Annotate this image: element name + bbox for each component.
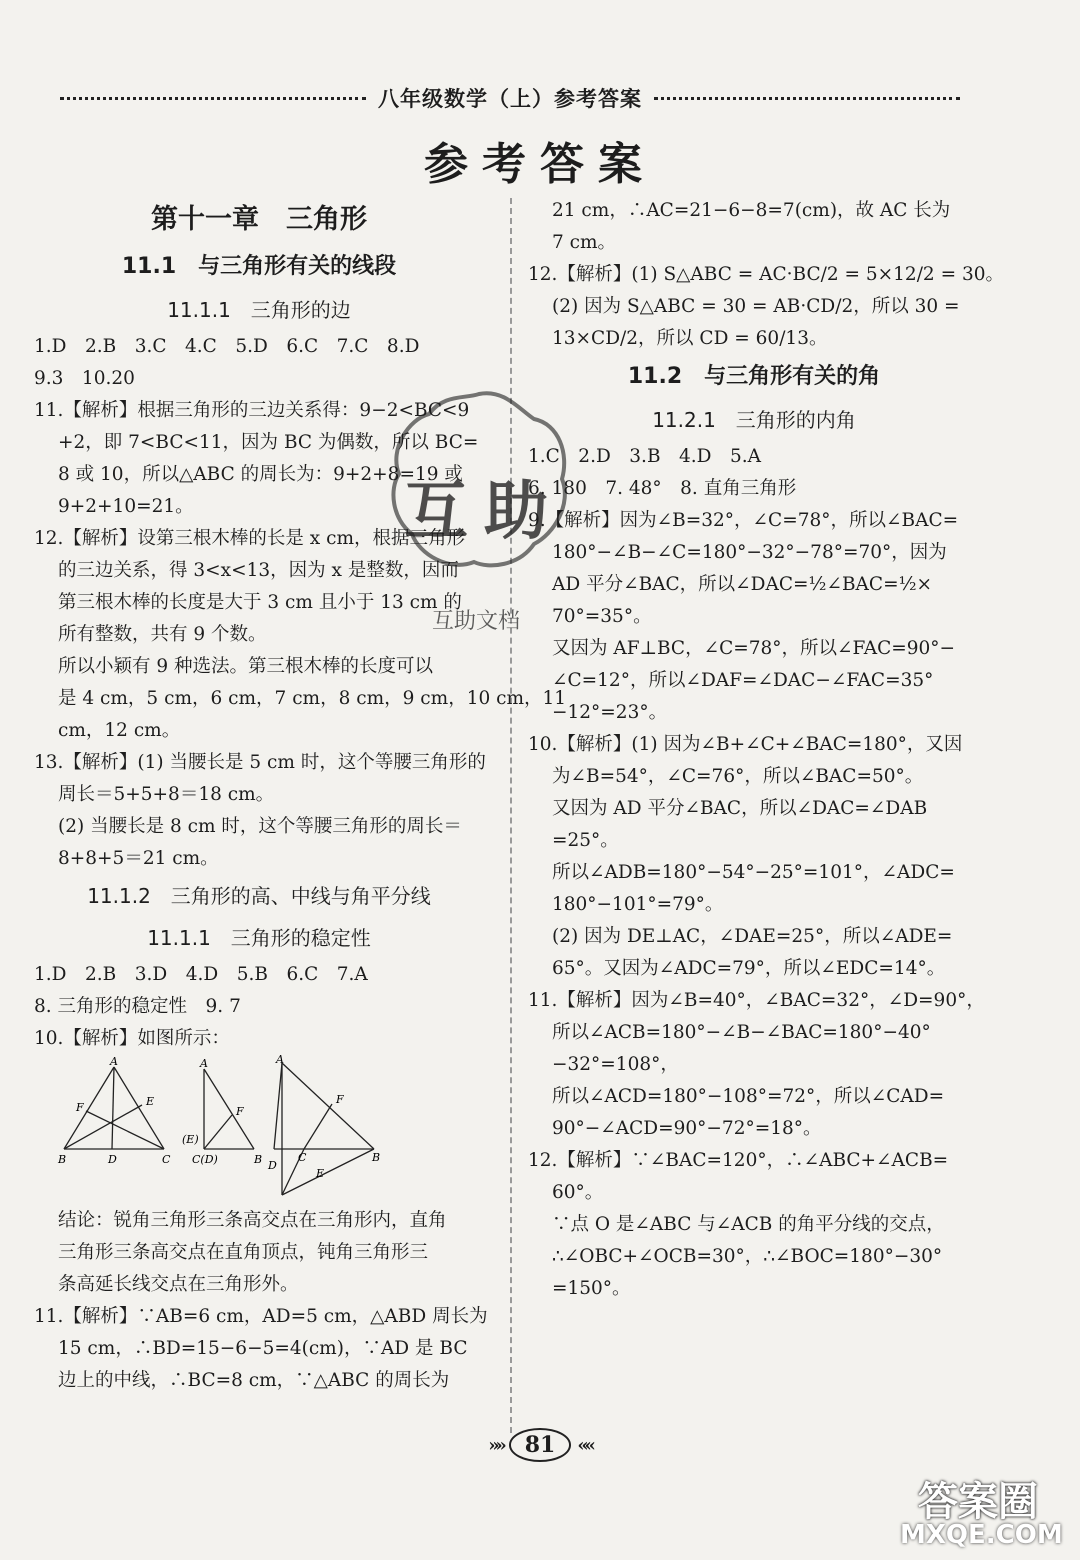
left-answer-line: 9+2+10=21。	[58, 496, 194, 517]
right-answer-line: 所以∠ACB=180°−∠B−∠BAC=180°−40°	[552, 1022, 931, 1043]
header-text: 八年级数学（上）参考答案	[378, 86, 642, 111]
right-column	[528, 195, 1004, 1305]
running-header	[60, 86, 960, 110]
fig2-label-b: B	[254, 1153, 263, 1166]
left-answer-line: 15 cm，∴BD=15−6−5=4(cm)，∵AD 是 BC	[58, 1338, 468, 1359]
fig3-side-ab	[274, 1063, 282, 1149]
left-section-heading: 11.1.2 三角形的高、中线与角平分线	[87, 884, 431, 908]
left-answer-line: 的三边关系，得 3<x<13，因为 x 是整数，因而	[58, 560, 459, 581]
left-answer-line: 12.【解析】设第三根木棒的长是 x cm，根据三角形	[34, 528, 466, 549]
right-answer-line: 13×CD/2，所以 CD = 60/13。	[552, 328, 828, 349]
right-answer-line: 60°。	[552, 1182, 604, 1203]
left-answer-line: 边上的中线，∴BC=8 cm，∵△ABC 的周长为	[58, 1370, 450, 1391]
fig1-label-b: B	[58, 1153, 67, 1166]
right-answer-line: 又因为 AF⊥BC，∠C=78°，所以∠FAC=90°−	[552, 638, 956, 659]
right-answer-line: (2) 因为 S△ABC = 30 = AB·CD/2，所以 30 =	[552, 296, 960, 317]
fig1-label-a: A	[110, 1055, 118, 1068]
right-answer-line: 9.【解析】因为∠B=32°，∠C=78°，所以∠BAC=	[528, 510, 959, 531]
triangle-figures	[54, 1053, 384, 1199]
fig3-side-ac	[282, 1063, 374, 1149]
left-answer-line: 周长＝5+5+8＝18 cm。	[58, 784, 275, 805]
fig2-side-ab	[204, 1069, 254, 1149]
fig2-label-f: F	[236, 1105, 244, 1118]
left-answer-line: 三角形三条高交点在直角顶点，钝角三角形三	[58, 1242, 429, 1263]
right-answer-line: 6. 180 7. 48° 8. 直角三角形	[528, 478, 797, 499]
fig3-altitude-cf	[304, 1104, 332, 1149]
left-answer-line: 1.D 2.B 3.D 4.D 5.B 6.C 7.A	[34, 964, 368, 985]
right-answer-line: =25°。	[552, 830, 619, 851]
right-answer-line: ∠C=12°，所以∠DAF=∠DAC−∠FAC=35°	[552, 670, 934, 691]
fig3-label-b: B	[372, 1151, 381, 1164]
right-answer-line: 12.【解析】∵∠BAC=120°，∴∠ABC+∠ACB=	[528, 1150, 949, 1171]
right-answer-line: −12°=23°。	[552, 702, 668, 723]
left-answer-line: 条高延长线交点在三角形外。	[58, 1274, 299, 1295]
stamp-sub-text: 互助文档	[432, 609, 521, 634]
fig1-label-f: F	[76, 1101, 84, 1114]
left-answer-line: 第三根木棒的长度是大于 3 cm 且小于 13 cm 的	[58, 592, 462, 613]
left-answer-line: 9.3 10.20	[34, 368, 135, 389]
left-answer-line: 结论：锐角三角形三条高交点在三角形内，直角	[58, 1210, 447, 1231]
left-section-heading: 11.1.1 三角形的稳定性	[147, 926, 371, 950]
fig2-label-a: A	[200, 1057, 208, 1070]
right-answer-line: 12.【解析】(1) S△ABC = AC·BC/2 = 5×12/2 = 30。	[528, 264, 1004, 285]
right-answer-line: ∴∠OBC+∠OCB=30°，∴∠BOC=180°−30°	[552, 1246, 943, 1267]
header-rule-right	[654, 97, 960, 100]
fig1-label-d: D	[108, 1153, 117, 1166]
chevron-right-icon: »»	[488, 1434, 503, 1456]
fig2-label-e: (E)	[182, 1133, 199, 1146]
right-answer-line: 180°−101°=79°。	[552, 894, 724, 915]
right-answer-line: 1.C 2.D 3.B 4.D 5.A	[528, 446, 762, 467]
fig1-altitude-ad	[112, 1067, 114, 1149]
fig1-label-c: C	[162, 1153, 171, 1166]
right-answer-line: (2) 因为 DE⊥AC，∠DAE=25°，所以∠ADE=	[552, 926, 953, 947]
right-answer-line: 65°。又因为∠ADC=79°，所以∠EDC=14°。	[552, 958, 946, 979]
right-answer-line: 7 cm。	[552, 232, 617, 253]
left-answer-line: 8. 三角形的稳定性 9. 7	[34, 996, 241, 1017]
right-answer-line: 所以∠ACD=180°−108°=72°，所以∠CAD=	[552, 1086, 945, 1107]
right-answer-line: 又因为 AD 平分∠BAC，所以∠DAC=∠DAB	[552, 798, 928, 819]
right-answer-line: 180°−∠B−∠C=180°−32°−78°=70°，因为	[552, 542, 947, 563]
watermark-logo: 答案圈	[918, 1479, 1038, 1525]
left-answer-line: 11.【解析】∵AB=6 cm，AD=5 cm，△ABD 周长为	[34, 1306, 488, 1327]
left-answer-line: (2) 当腰长是 8 cm 时，这个等腰三角形的周长＝	[58, 816, 462, 837]
chevron-left-icon: ««	[577, 1434, 592, 1456]
page-title: 参考答案	[424, 139, 656, 190]
right-answer-line: ∵点 O 是∠ABC 与∠ACB 的角平分线的交点，	[552, 1214, 945, 1235]
right-answer-line: −32°=108°，	[552, 1054, 679, 1075]
fig2-label-cd: C(D)	[192, 1153, 218, 1166]
left-answer-line: 是 4 cm，5 cm，6 cm，7 cm，8 cm，9 cm，10 cm，11	[58, 688, 567, 709]
left-answer-line: 8+8+5＝21 cm。	[58, 848, 219, 869]
fig3-label-f: F	[336, 1093, 344, 1106]
left-answer-line: 所有整数，共有 9 个数。	[58, 624, 267, 645]
left-column	[34, 195, 567, 1397]
figure-block	[34, 1055, 484, 1205]
right-answer-line: 11.【解析】因为∠B=40°，∠BAC=32°，∠D=90°，	[528, 990, 985, 1011]
watermark-url: MXQE.COM	[900, 1520, 1063, 1550]
left-section-heading: 11.1 与三角形有关的线段	[121, 254, 397, 279]
left-answer-line: 10.【解析】如图所示：	[34, 1028, 230, 1049]
left-answer-line: cm，12 cm。	[58, 720, 181, 741]
fig3-ext-be	[282, 1149, 374, 1195]
right-answer-line: 所以∠ADB=180°−54°−25°=101°，∠ADC=	[552, 862, 955, 883]
right-section-heading: 11.2 与三角形有关的角	[627, 364, 881, 389]
left-section-heading: 11.1.1 三角形的边	[167, 298, 351, 322]
fig3-label-e: E	[316, 1167, 325, 1180]
right-answer-line: 为∠B=54°，∠C=76°，所以∠BAC=50°。	[552, 766, 924, 787]
right-answer-line: AD 平分∠BAC，所以∠DAC=½∠BAC=½×	[552, 574, 933, 595]
left-answer-line: 所以小颖有 9 种选法。第三根木棒的长度可以	[58, 656, 434, 677]
stamp-main-text: 互助	[404, 475, 564, 549]
left-answer-line: 11.【解析】根据三角形的三边关系得：9−2<BC<9	[34, 400, 470, 421]
fig1-side-ab	[64, 1067, 114, 1149]
fig3-label-a: A	[276, 1053, 284, 1066]
left-answer-line: +2，即 7<BC<11，因为 BC 为偶数，所以 BC=	[58, 432, 479, 453]
header-rule-left	[60, 97, 366, 100]
left-answer-line: 1.D 2.B 3.C 4.C 5.D 6.C 7.C 8.D	[34, 336, 420, 357]
fig2-altitude	[204, 1115, 232, 1149]
right-answer-line: 70°=35°。	[552, 606, 652, 627]
left-section-heading: 第十一章 三角形	[151, 204, 367, 235]
left-answer-line: 13.【解析】(1) 当腰长是 5 cm 时，这个等腰三角形的	[34, 752, 486, 773]
right-section-heading: 11.2.1 三角形的内角	[652, 408, 856, 432]
right-answer-line: 21 cm，∴AC=21−6−8=7(cm)，故 AC 长为	[552, 200, 951, 221]
fig3-label-d: D	[268, 1159, 277, 1172]
fig3-label-c: C	[298, 1151, 307, 1164]
page-number	[440, 1425, 640, 1465]
page-number-value: 81	[509, 1428, 572, 1462]
right-answer-line: 90°−∠ACD=90°−72°=18°。	[552, 1118, 822, 1139]
right-answer-line: =150°。	[552, 1278, 631, 1299]
fig1-label-e: E	[146, 1095, 155, 1108]
right-answer-line: 10.【解析】(1) 因为∠B+∠C+∠BAC=180°，又因	[528, 734, 963, 755]
left-answer-line: 8 或 10，所以△ABC 的周长为：9+2+8=19 或	[58, 464, 463, 485]
